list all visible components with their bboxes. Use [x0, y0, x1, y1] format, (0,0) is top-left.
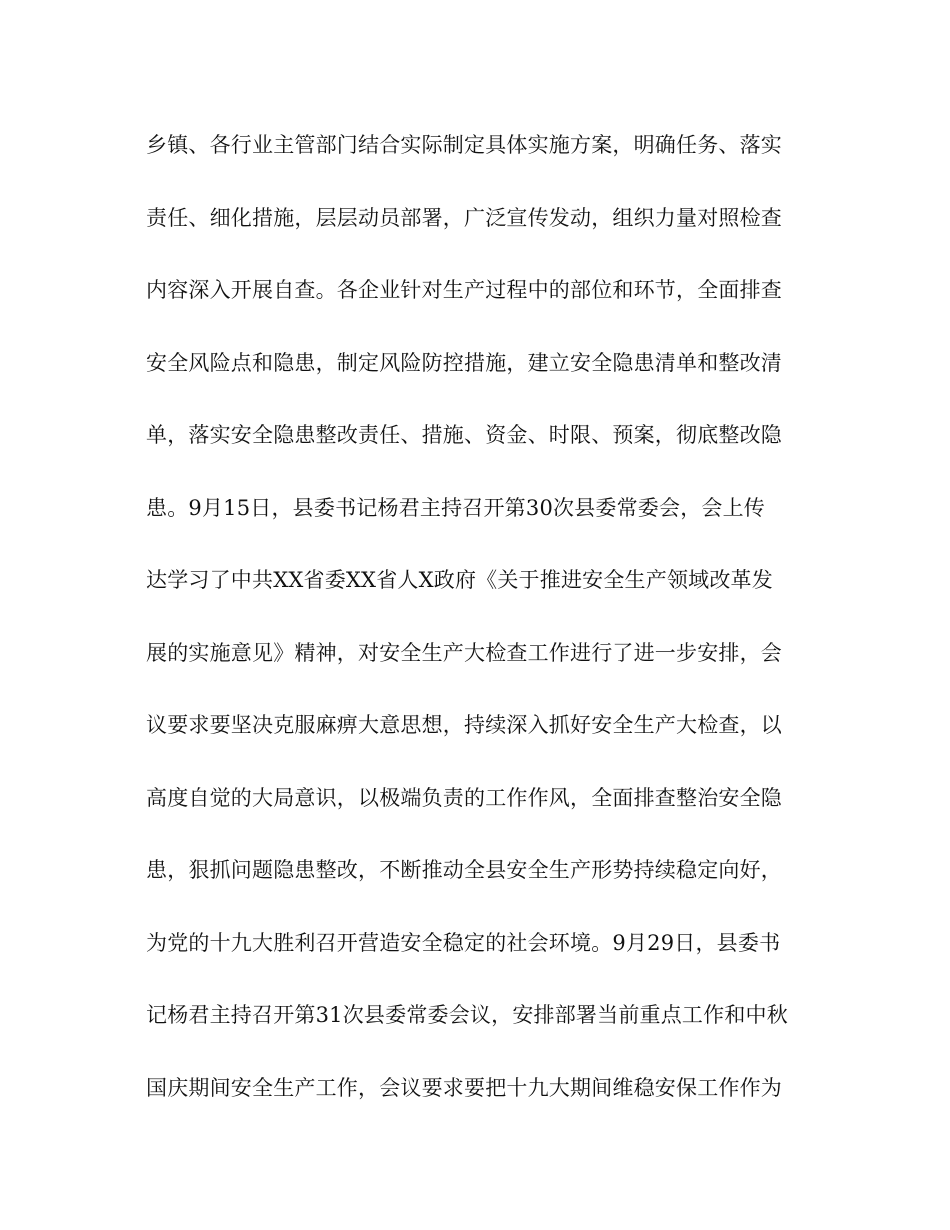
- text-line: 责任、细化措施，层层动员部署，广泛宣传发动，组织力量对照检查: [146, 205, 782, 230]
- text-line: 高度自觉的大局意识，以极端负责的工作作风，全面排查整治安全隐: [146, 785, 782, 810]
- text-line: 展的实施意见》精神，对安全生产大检查工作进行了进一步安排，会: [146, 640, 782, 665]
- text-line: 记杨君主持召开第31次县委常委会议，安排部署当前重点工作和中秋: [146, 1003, 788, 1027]
- body-paragraph: [146, 121, 816, 1136]
- text-line: 议要求要坚决克服麻痹大意思想，持续深入抓好安全生产大检查，以: [146, 713, 782, 737]
- text-line: 患。9月15日，县委书记杨君主持召开第30次县委常委会，会上传: [146, 495, 766, 520]
- text-line: 安全风险点和隐患，制定风险防控措施，建立安全隐患清单和整改清: [146, 350, 782, 375]
- text-line: 国庆期间安全生产工作，会议要求要把十九大期间维稳安保工作作为: [146, 1075, 782, 1100]
- text-line: 内容深入开展自查。各企业针对生产过程中的部位和环节，全面排查: [146, 278, 782, 302]
- text-line: 为党的十九大胜利召开营造安全稳定的社会环境。9月29日，县委书: [146, 930, 781, 955]
- text-line: 患，狠抓问题隐患整改，不断推动全县安全生产形势持续稳定向好，: [146, 858, 782, 882]
- text-line: 达学习了中共XX省委XX省人X政府《关于推进安全生产领域改革发: [146, 568, 773, 592]
- text-line: 乡镇、各行业主管部门结合实际制定具体实施方案，明确任务、落实: [146, 133, 782, 157]
- text-line: 单，落实安全隐患整改责任、措施、资金、时限、预案，彻底整改隐: [146, 423, 782, 447]
